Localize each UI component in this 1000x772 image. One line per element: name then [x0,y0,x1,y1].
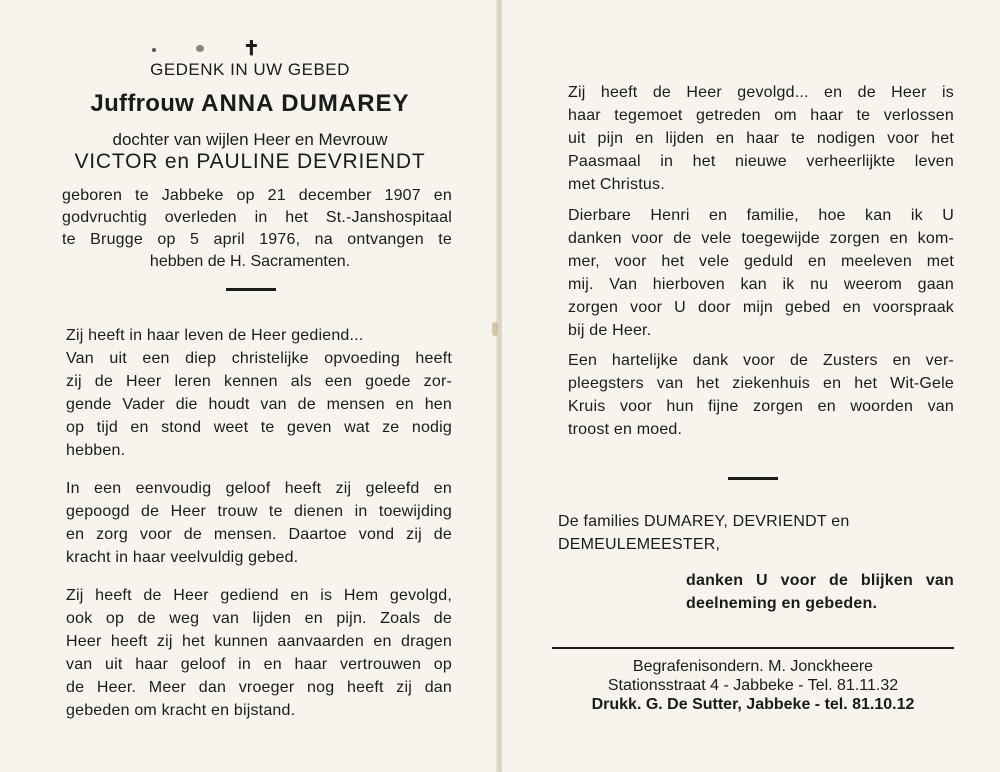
paragraph-line: In een eenvoudig geloof heeft zij geleefd en [66,480,452,497]
paragraph-line: gepoogd de Heer trouw te dienen in toewijding [66,503,452,520]
parents-intro: dochter van wijlen Heer en Mevrouw [112,130,388,149]
parents-names: VICTOR en PAULINE DEVRIENDT [74,150,426,173]
paragraph-line: pleegsters van het ziekenhuis en het Wit-Gele [568,375,954,392]
funeral-address: Stationsstraat 4 - Jabbeke - Tel. 81.11.32 [607,677,899,694]
paragraph-line: zij de Heer leren kennen als een goede zor- [66,373,452,390]
paragraph-line: Van uit een diep christelijke opvoeding heeft [66,350,452,367]
paragraph-line: Een hartelijke dank voor de Zusters en ver- [568,352,954,369]
cross-icon: ✝ [243,38,260,60]
paragraph-line: hebben. [66,442,126,459]
paragraph-line: mer, voor het vele geduld en meeleven met [568,253,954,270]
footer-rule [552,647,954,649]
right-panel [502,0,1000,772]
birth-line: godvruchtig overleden in het St.-Janshospitaal [62,209,452,226]
divider [226,288,276,291]
funeral-director: Begrafenisondern. M. Jonckheere [632,658,874,675]
paragraph-line: Zij heeft de Heer gediend en is Hem gevolgd, [66,587,452,604]
deceased-name: ANNA DUMAREY [201,90,410,117]
divider [728,477,778,480]
birth-line: geboren te Jabbeke op 21 december 1907 en [62,187,452,204]
paragraph-line: Paasmaal in het nieuwe verheerlijkte leven [568,153,954,170]
paragraph-line: en zorg voor de mensen. Daartoe vond zij de [66,526,452,543]
paragraph-line: Heer heeft zij het kunnen aanvaarden en dragen [66,633,452,650]
paragraph-line: zorgen voor U door mijn gebed en voorspraak [568,299,954,316]
paragraph-line: danken voor de vele toegewijde zorgen en kom- [568,230,954,247]
paragraph-line: van uit haar geloof in en haar vertrouwen op [66,656,452,673]
header-text: GEDENK IN UW GEBED [150,60,350,79]
ink-speck [196,45,204,52]
left-panel [0,0,498,772]
paragraph-line: ook op de weg van lijden en pijn. Zoals de [66,610,452,627]
paragraph-line: bij de Heer. [568,322,652,339]
thanks-line: danken U voor de blijken van [686,572,954,589]
paper-stain [492,322,498,336]
paragraph-line: gende Vader die houdt van de mensen en hen [66,396,452,413]
paragraph-line: haar tegemoet getreden om haar te verlossen [568,107,954,124]
paragraph-line: Kruis voor hun fijne zorgen en woorden van [568,398,954,415]
paragraph-line: kracht in haar veelvuldig gebed. [66,549,299,566]
paragraph-line: uit pijn en lijden en haar te nodigen voor het [568,130,954,147]
printer-info: Drukk. G. De Sutter, Jabbeke - tel. 81.10.12 [591,696,915,713]
ink-speck [152,48,156,52]
birth-line: te Brugge op 5 april 1976, na ontvangen te [62,231,452,248]
paragraph-line: mij. Van hierboven kan ik nu weerom gaan [568,276,954,293]
paragraph-line: Zij heeft de Heer gevolgd... en de Heer is [568,84,954,101]
paragraph-line: gebeden om kracht en bijstand. [66,702,296,719]
paragraph-line: Zij heeft in haar leven de Heer gediend... [66,327,364,344]
paragraph-line: de Heer. Meer dan vroeger nog heeft zij dan [66,679,452,696]
name-prefix: Juffrouw [90,90,195,117]
paragraph-line: met Christus. [568,176,665,193]
paragraph-line: op tijd en stond weet te geven wat ze nodig [66,419,452,436]
paragraph-line: troost en moed. [568,421,683,438]
families-line: De families DUMAREY, DEVRIENDT en [558,513,850,530]
thanks-line: deelneming en gebeden. [686,595,878,612]
families-line: DEMEULEMEESTER, [558,536,721,553]
deceased-name-line [0,90,500,118]
paragraph-line: Dierbare Henri en familie, hoe kan ik U [568,207,954,224]
birth-line: hebben de H. Sacramenten. [149,253,351,270]
